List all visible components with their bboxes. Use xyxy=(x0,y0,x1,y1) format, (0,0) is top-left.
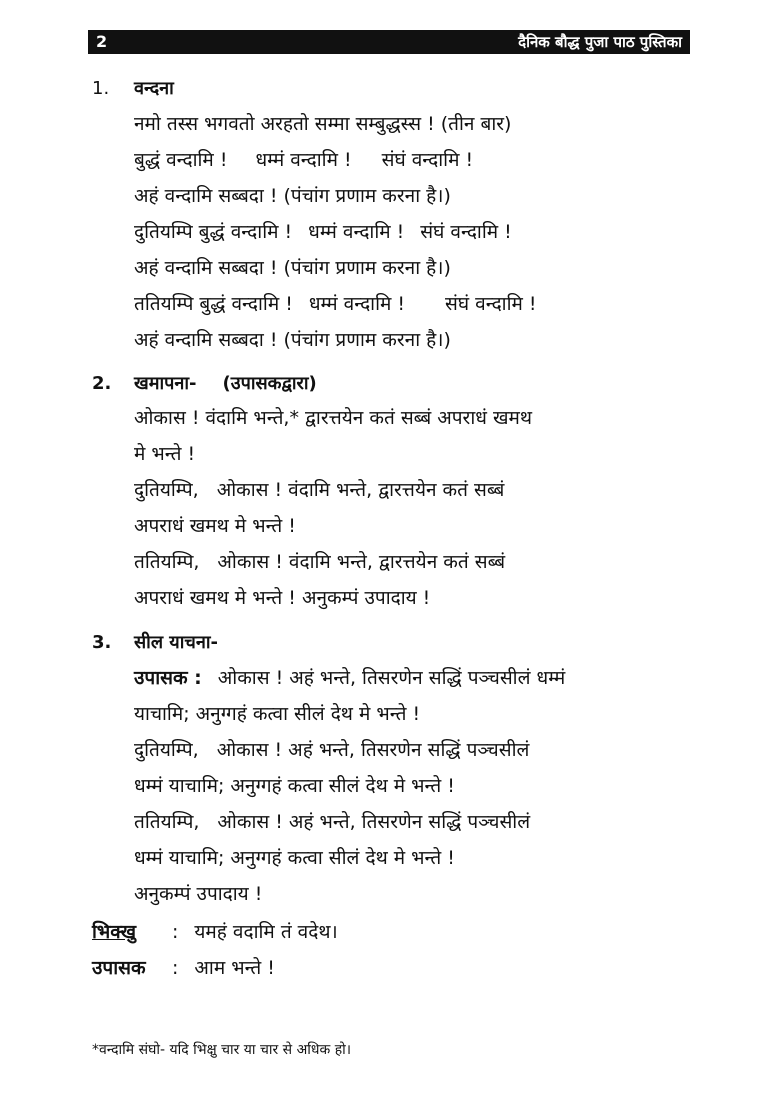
section-2-number: 2. xyxy=(92,373,112,394)
phrase: संघं वन्दामि ! xyxy=(445,293,537,315)
phrase: धम्मं वन्दामि ! xyxy=(308,221,405,243)
phrase: ततियम्पि बुद्धं वन्दामि ! xyxy=(134,293,293,315)
section-1-line-5: अहं वन्दामि सब्बदा ! (पंचांग प्रणाम करना है।) xyxy=(134,257,451,279)
phrase: ओकास ! अहं भन्ते, तिसरणेन सद्धिं पञ्चसीलं xyxy=(216,739,530,761)
dialogue-bhikkhu xyxy=(92,918,338,944)
phrase: धम्मं वन्दामि ! xyxy=(308,293,406,315)
speaker-name: उपासक xyxy=(92,957,146,979)
section-3-line-4: धम्मं याचामि; अनुग्गहं कत्वा सीलं देथ मे भन्ते ! xyxy=(134,775,455,797)
footnote: *वन्दामि संघो- यदि भिक्षु चार या चार से अधिक हो। xyxy=(92,1042,352,1058)
phrase: दुतियम्पि, xyxy=(134,739,199,761)
section-3-title: सील याचना- xyxy=(134,632,218,653)
phrase: संघं वन्दामि ! xyxy=(381,149,474,171)
phrase: बुद्धं वन्दामि ! xyxy=(134,149,228,171)
phrase: ततियम्पि, xyxy=(134,811,200,833)
phrase: ओकास ! अहं भन्ते, तिसरणेन सद्धिं पञ्चसीलं xyxy=(217,811,531,833)
book-title: दैनिक बौद्ध पुजा पाठ पुस्तिका xyxy=(518,33,682,51)
section-1-number: 1. xyxy=(92,78,110,99)
phrase: ततियम्पि, xyxy=(134,551,200,573)
dialogue-text: आम भन्ते ! xyxy=(194,957,275,979)
section-2-line-3 xyxy=(134,476,504,502)
separator: : xyxy=(172,921,179,943)
dialogue-text: यमहं वदामि तं वदेथ। xyxy=(194,921,338,943)
page-number: 2 xyxy=(96,32,108,51)
section-2-line-1: ओकास ! वंदामि भन्ते,* द्वारत्तयेन कतं सब्बं अपराधं खमथ xyxy=(134,407,533,429)
section-1-line-3: अहं वन्दामि सब्बदा ! (पंचांग प्रणाम करना है।) xyxy=(134,185,451,207)
section-2-line-2: मे भन्ते ! xyxy=(134,443,196,465)
section-3-number: 3. xyxy=(92,632,112,653)
section-3-line-5 xyxy=(134,808,530,834)
section-3-line-7: अनुकम्पं उपादाय ! xyxy=(134,883,263,905)
section-2-title: खमापना- (उपासकद्वारा) xyxy=(134,373,317,394)
dialogue-upasak xyxy=(92,954,275,980)
phrase: दुतियम्पि, xyxy=(134,479,199,501)
phrase: संघं वन्दामि ! xyxy=(420,221,512,243)
page-header xyxy=(88,30,690,54)
section-3-line-6: धम्मं याचामि; अनुग्गहं कत्वा सीलं देथ मे भन्ते ! xyxy=(134,847,455,869)
phrase: ओकास ! वंदामि भन्ते, द्वारत्तयेन कतं सब्बं xyxy=(217,551,506,573)
upasak-label: उपासक : xyxy=(134,667,202,689)
section-1-line-2 xyxy=(134,146,473,172)
section-2-line-5 xyxy=(134,548,505,574)
section-2-line-4: अपराधं खमथ मे भन्ते ! xyxy=(134,515,296,537)
section-1-line-4 xyxy=(134,218,512,244)
speaker-name: भिक्खु xyxy=(92,921,137,943)
section-1-title: वन्दना xyxy=(134,78,174,99)
section-2-line-6: अपराधं खमथ मे भन्ते ! अनुकम्पं उपादाय ! xyxy=(134,587,431,609)
section-1-line-1: नमो तस्स भगवतो अरहतो सम्मा सम्बुद्धस्स ! (तीन बार) xyxy=(134,113,512,135)
section-3-line-2: याचामि; अनुग्गहं कत्वा सीलं देथ मे भन्ते ! xyxy=(134,703,421,725)
separator: : xyxy=(172,957,179,979)
phrase: ओकास ! अहं भन्ते, तिसरणेन सद्धिं पञ्चसीलं धम्मं xyxy=(217,667,566,689)
section-3-line-1 xyxy=(134,664,565,690)
phrase: धम्मं वन्दामि ! xyxy=(255,149,352,171)
phrase: ओकास ! वंदामि भन्ते, द्वारत्तयेन कतं सब्बं xyxy=(216,479,505,501)
section-3-line-3 xyxy=(134,736,529,762)
section-1-line-6 xyxy=(134,290,537,316)
section-2-subtitle: (उपासकद्वारा) xyxy=(222,373,317,394)
phrase: दुतियम्पि बुद्धं वन्दामि ! xyxy=(134,221,293,243)
section-1-line-7: अहं वन्दामि सब्बदा ! (पंचांग प्रणाम करना है।) xyxy=(134,329,451,351)
